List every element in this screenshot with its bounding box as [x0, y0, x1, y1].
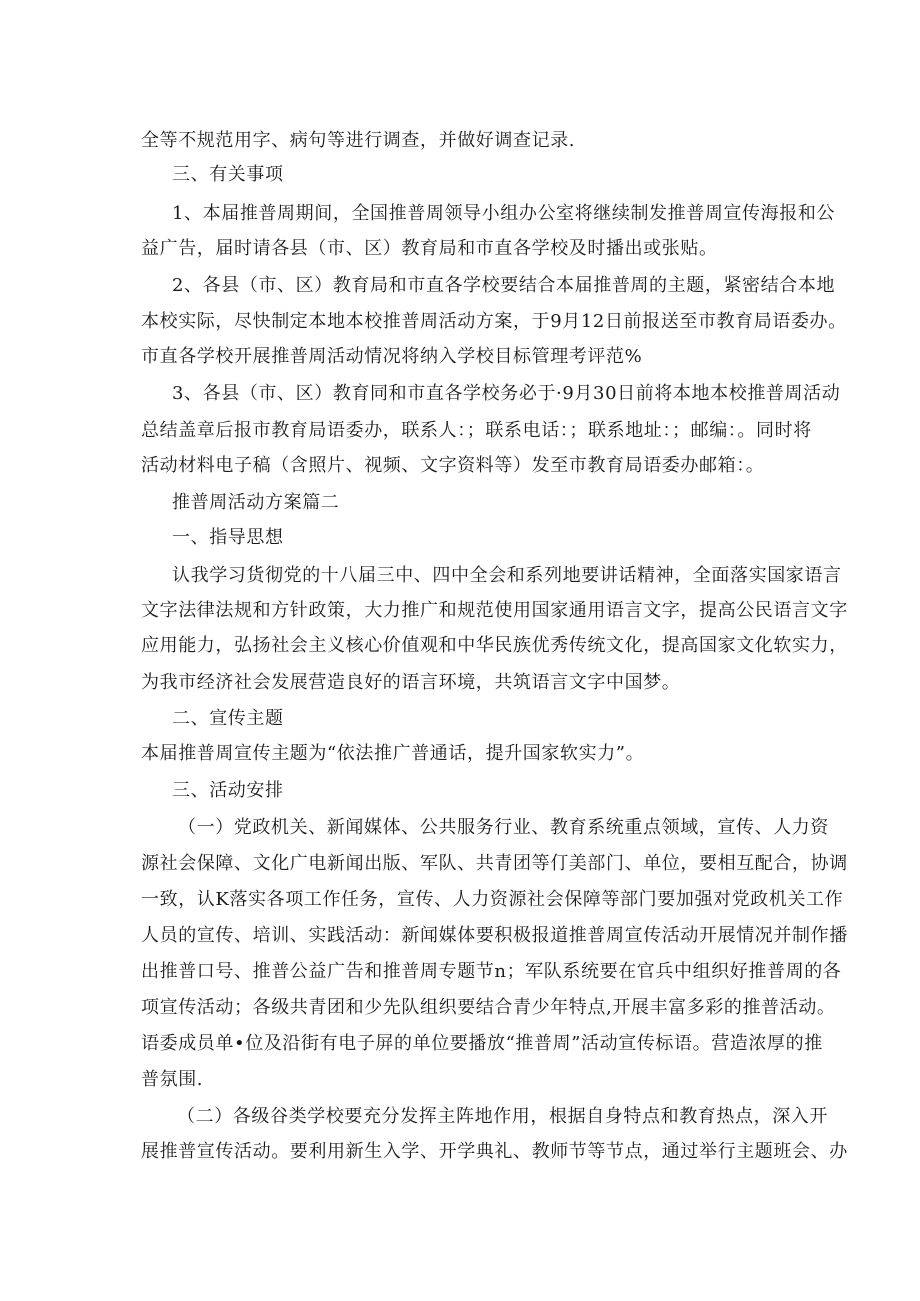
- text-line: 市直各学校开展推普周活动情况将纳入学校目标管理考评范%: [141, 346, 643, 367]
- text-line: 全等不规范用字、病句等进行调查，并做好调查记录.: [141, 130, 576, 151]
- text-line: （一）党政机关、新闻媒体、公共服务行业、教育系统重点领域，宣传、人力资: [178, 817, 829, 838]
- text-line: 2、各县（市、区）教育局和市直各学校要结合本届推普周的主题，紧密结合本地: [172, 275, 836, 296]
- text-line: 展推普宣传活动。要利用新生入学、开学典礼、教师节等节点，通过举行主题班会、办: [141, 1141, 848, 1162]
- text-line: 认我学习货彻党的十八届三中、四中全会和系列地要讲话精神，全面落实国家语言: [172, 565, 842, 586]
- text-line: 出推普口号、推普公益广告和推普周专题节n；军队系统要在官兵中组织好推普周的各: [141, 961, 842, 982]
- text-line: 1、本届推普周期间，全国推普周领导小组办公室将继续制发推普周宣传海报和公: [172, 203, 836, 224]
- text-line: 项宣传活动；各级共青团和少先队组织要结合青少年特点,开展丰富多彩的推普活动。: [141, 997, 836, 1018]
- text-line: 文字法律法规和方针政策，大力推广和规范使用国家通用语言文字，提高公民语言文字: [141, 600, 848, 621]
- text-line: 一致，认K落实各项工作任务，宣传、人力资源社会保障等部门要加强对党政机关工作: [141, 889, 844, 910]
- section-title: 推普周活动方案篇二: [172, 492, 340, 513]
- section-heading: 三、有关事项: [172, 164, 284, 185]
- text-line: （二）各级谷类学校要充分发挥主阵地作用，根据自身特点和教育热点，深入开: [177, 1106, 828, 1127]
- text-line: 源社会保障、文化广电新闻出版、军队、共青团等仃美部门、单位，要相互配合，协调: [141, 853, 848, 874]
- text-line: 本届推普周宣传主题为“依法推广普通话，提升国家软实力”。: [141, 743, 645, 764]
- text-line: 应用能力，弘扬社会主义核心价值观和中华民族优秀传统文化，提高国家文化软实力，: [141, 635, 848, 656]
- text-line: 本校实际，尽快制定本地本校推普周活动方案，于9月12日前报送至市教育局语委办。: [141, 311, 847, 332]
- text-line: 3、各县（市、区）教育同和市直各学校务必于·9月30日前将本地本校推普周活动: [172, 383, 841, 404]
- text-line: 语委成员单•位及沿街有电子屏的单位要播放“推普周”活动宣传标语。营造浓厚的推: [141, 1033, 823, 1054]
- text-line: 人员的宣传、培训、实践活动：新闻媒体要积极报道推普周宣传活动开展情况并制作播: [141, 925, 848, 946]
- section-heading: 二、宣传主题: [172, 708, 284, 729]
- text-line: 活动材料电子稿（含照片、视频、文字资料等）发至市教育局语委办邮箱：。: [141, 455, 765, 476]
- text-line: 总结盖章后报市教育局语委办，联系人：；联系电话：；联系地址：；邮编：。同时将: [141, 420, 812, 441]
- section-heading: 一、指导思想: [172, 527, 284, 548]
- section-heading: 三、活动安排: [172, 780, 284, 801]
- text-line: 益广告，届时请各县（市、区）教育局和市直各学校及时播出或张贴。: [141, 238, 718, 259]
- text-line: 为我市经济社会发展营造良好的语言环境，共筑语言文字中国梦。: [141, 672, 681, 693]
- text-line: 普氛围.: [141, 1069, 204, 1090]
